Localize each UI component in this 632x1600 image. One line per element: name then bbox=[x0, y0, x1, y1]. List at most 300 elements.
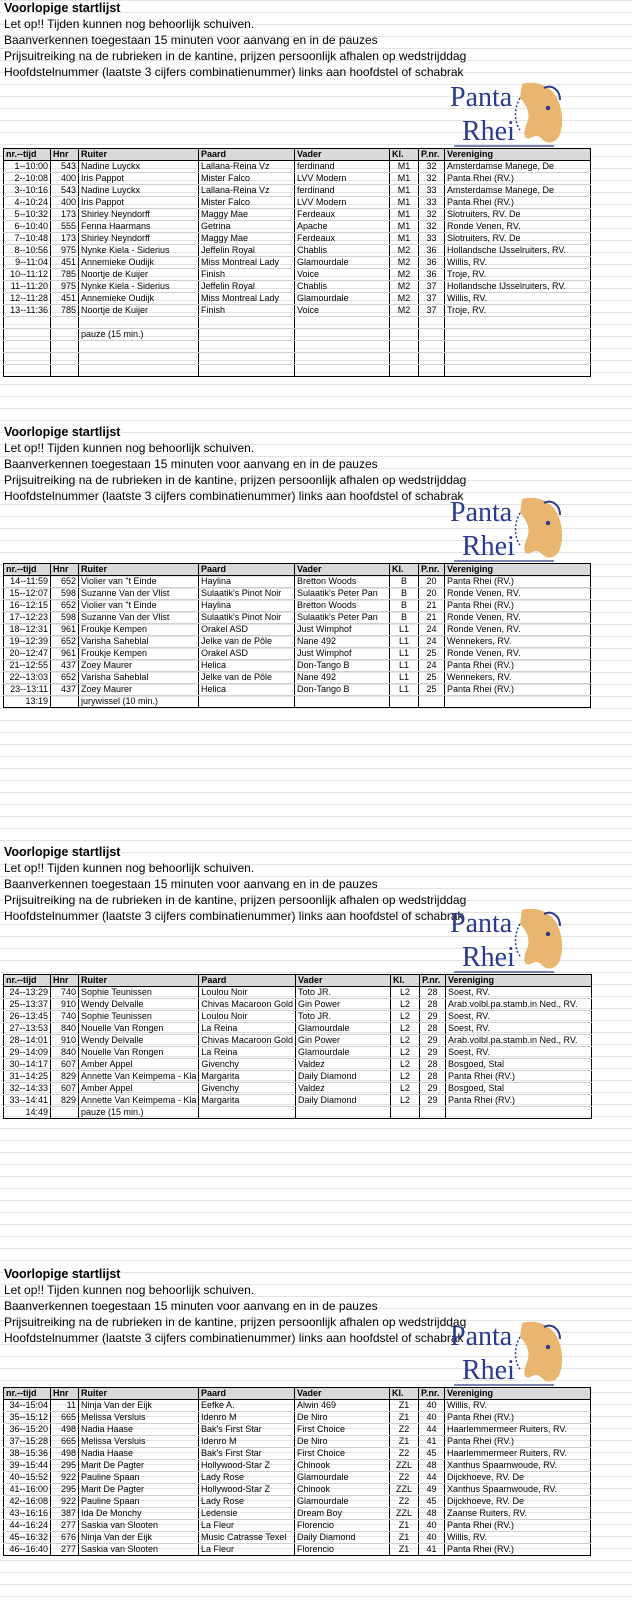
cell-klasse: Z1 bbox=[390, 1412, 419, 1424]
col-vader: Vader bbox=[295, 1388, 390, 1400]
col-ruiter: Ruiter bbox=[79, 564, 199, 576]
table-row bbox=[4, 1496, 591, 1508]
col-nr-tijd: nr.--tijd bbox=[4, 149, 51, 161]
cell-paard: Givenchy bbox=[199, 1059, 296, 1071]
empty-cell bbox=[390, 365, 419, 377]
cell-nr-tijd: 44--16:24 bbox=[4, 1520, 51, 1532]
cell-klasse: Z1 bbox=[390, 1520, 419, 1532]
cell-proef-nr: 21 bbox=[419, 612, 445, 624]
cell-hnr: 665 bbox=[51, 1436, 79, 1448]
cell-paard: Miss Montreal Lady bbox=[199, 257, 295, 269]
table-row bbox=[4, 185, 591, 197]
empty-row bbox=[4, 317, 591, 329]
cell-paard: La Fleur bbox=[199, 1520, 295, 1532]
svg-text:Panta: Panta bbox=[450, 1321, 513, 1352]
cell-hnr: 607 bbox=[51, 1083, 79, 1095]
cell-paard: Lady Rose bbox=[199, 1472, 295, 1484]
table-row bbox=[4, 269, 591, 281]
empty-cell bbox=[295, 341, 390, 353]
empty-cell bbox=[199, 329, 295, 341]
cell-vader: Bretton Woods bbox=[295, 600, 390, 612]
cell-hnr: 676 bbox=[51, 1532, 79, 1544]
cell-ruiter: Shirley Neyndorff bbox=[79, 209, 199, 221]
col-ruiter: Ruiter bbox=[79, 149, 199, 161]
col-klasse: Kl. bbox=[390, 564, 419, 576]
svg-text:Panta: Panta bbox=[450, 908, 513, 939]
cell-klasse: L2 bbox=[390, 1035, 419, 1047]
col-hnr: Hnr bbox=[51, 564, 79, 576]
notice-line: Hoofdstelnummer (laatste 3 cijfers combinatienummer) links aan hoofdstel of schabrak bbox=[4, 909, 464, 923]
cell-nr-tijd: 32--14:33 bbox=[4, 1083, 51, 1095]
cell-hnr: 910 bbox=[51, 999, 79, 1011]
table-row bbox=[4, 173, 591, 185]
col-paard: Paard bbox=[199, 975, 296, 987]
cell-proef-nr: 33 bbox=[419, 233, 445, 245]
svg-text:Panta: Panta bbox=[450, 82, 513, 113]
cell-klasse: Z2 bbox=[390, 1424, 419, 1436]
cell-nr-tijd: 2--10:08 bbox=[4, 173, 51, 185]
cell-paard: Eefke A. bbox=[199, 1400, 295, 1412]
cell-paard: Helica bbox=[199, 660, 295, 672]
cell-vader: Daily Diamond bbox=[295, 1095, 390, 1107]
panta-rhei-logo bbox=[448, 78, 573, 152]
cell-proef-nr: 32 bbox=[419, 221, 445, 233]
table-row bbox=[4, 293, 591, 305]
empty-cell bbox=[79, 353, 199, 365]
cell-paard: Bak's First Star bbox=[199, 1448, 295, 1460]
cell-proef-nr: 36 bbox=[419, 245, 445, 257]
cell-vereniging: Ronde Venen, RV. bbox=[445, 221, 591, 233]
cell-nr-tijd: 35--15:12 bbox=[4, 1412, 51, 1424]
cell-vereniging: Panta Rhei (RV.) bbox=[445, 600, 591, 612]
cell-vereniging: Willis, RV. bbox=[445, 1532, 591, 1544]
table-row bbox=[4, 987, 592, 999]
cell-klasse: L1 bbox=[390, 684, 419, 696]
cell-proef-nr: 29 bbox=[419, 1095, 445, 1107]
cell-nr-tijd: 27--13:53 bbox=[4, 1023, 51, 1035]
notice-line: Baanverkennen toegestaan 15 minuten voor aanvang en in de pauzes bbox=[4, 1299, 378, 1313]
cell-ruiter: Annette Van Keimpema - Kla bbox=[79, 1095, 199, 1107]
cell-ruiter: Annemieke Oudijk bbox=[79, 293, 199, 305]
cell-klasse: B bbox=[390, 612, 419, 624]
cell-paard: Haylina bbox=[199, 576, 295, 588]
cell-hnr: 173 bbox=[51, 209, 79, 221]
cell-klasse: L2 bbox=[390, 1071, 419, 1083]
table-row bbox=[4, 1544, 591, 1556]
cell-ruiter: Iris Pappot bbox=[79, 173, 199, 185]
cell-paard: La Reina bbox=[199, 1047, 296, 1059]
cell-ruiter: Noortje de Kuijer bbox=[79, 305, 199, 317]
cell-vader: Valdez bbox=[295, 1083, 390, 1095]
cell-vereniging: Xanthus Spaarnwoude, RV. bbox=[445, 1484, 591, 1496]
cell-proef-nr: 24 bbox=[419, 660, 445, 672]
cell-hnr: 785 bbox=[51, 305, 79, 317]
table-row bbox=[4, 257, 591, 269]
cell-nr-tijd: 20--12:47 bbox=[4, 648, 51, 660]
cell-proef-nr: 37 bbox=[419, 305, 445, 317]
cell-hnr: 740 bbox=[51, 1011, 79, 1023]
svg-text:Rhei: Rhei bbox=[462, 942, 515, 973]
cell-vereniging: Panta Rhei (RV.) bbox=[445, 576, 591, 588]
cell-vader: Florencio bbox=[295, 1544, 390, 1556]
cell-ruiter: Nynke Kiela - Siderius bbox=[79, 281, 199, 293]
cell-vereniging: Panta Rhei (RV.) bbox=[445, 1412, 591, 1424]
cell-nr-tijd: 14--11:59 bbox=[4, 576, 51, 588]
cell-ruiter: Wendy Delvalle bbox=[79, 1035, 199, 1047]
cell-vader: De Niro bbox=[295, 1412, 390, 1424]
cell-ruiter: Sophie Teunissen bbox=[79, 987, 199, 999]
cell-vereniging: Dijckhoeve, RV. De bbox=[445, 1472, 591, 1484]
cell-vader: Alwin 469 bbox=[295, 1400, 390, 1412]
cell-paard: Jelke van de Pôle bbox=[199, 672, 295, 684]
table-row bbox=[4, 588, 591, 600]
table-row bbox=[4, 648, 591, 660]
cell-paard: Margarita bbox=[199, 1095, 296, 1107]
cell-paard: Bak's First Star bbox=[199, 1424, 295, 1436]
cell-vereniging: Amsterdamse Manege, De bbox=[445, 185, 591, 197]
cell-ruiter: Nynke Kiela - Siderius bbox=[79, 245, 199, 257]
cell-vader: First Choice bbox=[295, 1424, 390, 1436]
cell-klasse: Z2 bbox=[390, 1448, 419, 1460]
empty-row bbox=[4, 353, 591, 365]
empty-cell bbox=[445, 341, 591, 353]
cell-proef-nr: 40 bbox=[419, 1400, 445, 1412]
empty-cell bbox=[419, 329, 445, 341]
cell-ruiter: Pauline Spaan bbox=[79, 1472, 199, 1484]
cell-vader: Glamourdale bbox=[295, 293, 390, 305]
cell-hnr: 400 bbox=[51, 173, 79, 185]
cell-klasse: L1 bbox=[390, 636, 419, 648]
cell-vader: Daily Diamond bbox=[295, 1532, 390, 1544]
cell-nr-tijd: 45--16:32 bbox=[4, 1532, 51, 1544]
cell-vereniging: Hollandsche IJsselruiters, RV. bbox=[445, 281, 591, 293]
cell-vader: Glamourdale bbox=[295, 1496, 390, 1508]
cell-vereniging: Bosgoed, Stal bbox=[445, 1059, 591, 1071]
cell-klasse: L1 bbox=[390, 660, 419, 672]
cell-nr-tijd: 13--11:36 bbox=[4, 305, 51, 317]
cell-ruiter: Nouelle Van Rongen bbox=[79, 1023, 199, 1035]
list-title: Voorlopige startlijst bbox=[4, 1, 121, 15]
col-nr-tijd: nr.--tijd bbox=[4, 564, 51, 576]
cell-ruiter: Nadine Luyckx bbox=[79, 185, 199, 197]
cell-nr-tijd: 15--12:07 bbox=[4, 588, 51, 600]
empty-cell bbox=[390, 329, 419, 341]
cell-ruiter: Violier van "t Einde bbox=[79, 576, 199, 588]
cell-nr-tijd: 34--15:04 bbox=[4, 1400, 51, 1412]
cell-proef-nr: 29 bbox=[419, 1047, 445, 1059]
cell-hnr: 437 bbox=[51, 684, 79, 696]
cell-nr-tijd: 3--10:16 bbox=[4, 185, 51, 197]
empty-cell bbox=[390, 1107, 419, 1119]
table-row bbox=[4, 1059, 592, 1071]
cell-paard: Loulou Noir bbox=[199, 1011, 296, 1023]
cell-nr-tijd: 4--10:24 bbox=[4, 197, 51, 209]
table-row bbox=[4, 1448, 591, 1460]
empty-cell bbox=[295, 317, 390, 329]
cell-vereniging: Soest, RV. bbox=[445, 987, 591, 999]
cell-ruiter: Ninja Van der Eijk bbox=[79, 1400, 199, 1412]
table-row bbox=[4, 1424, 591, 1436]
cell-paard: Haylina bbox=[199, 600, 295, 612]
table-row bbox=[4, 672, 591, 684]
empty-cell bbox=[199, 696, 295, 708]
cell-vereniging: Panta Rhei (RV.) bbox=[445, 1071, 591, 1083]
cell-hnr: 295 bbox=[51, 1460, 79, 1472]
cell-ruiter: Saskia van Slooten bbox=[79, 1520, 199, 1532]
col-klasse: Kl. bbox=[390, 149, 419, 161]
pause-label: jurywissel (10 min.) bbox=[79, 696, 199, 708]
cell-klasse: M1 bbox=[390, 209, 419, 221]
cell-vader: Apache bbox=[295, 221, 390, 233]
cell-klasse: L2 bbox=[390, 999, 419, 1011]
cell-vereniging: Xanthus Spaarnwoude, RV. bbox=[445, 1460, 591, 1472]
col-paard: Paard bbox=[199, 149, 295, 161]
col-hnr: Hnr bbox=[51, 975, 79, 987]
startlist-section-3 bbox=[0, 844, 632, 1117]
cell-klasse: L2 bbox=[390, 1059, 419, 1071]
horse-logo-icon bbox=[448, 493, 573, 567]
cell-klasse: M1 bbox=[390, 197, 419, 209]
cell-nr-tijd: 37--15:28 bbox=[4, 1436, 51, 1448]
empty-cell bbox=[419, 353, 445, 365]
notice-line: Let op!! Tijden kunnen nog behoorlijk schuiven. bbox=[4, 861, 255, 875]
empty-cell bbox=[51, 365, 79, 377]
cell-vader: Dream Boy bbox=[295, 1508, 390, 1520]
cell-proef-nr: 25 bbox=[419, 648, 445, 660]
cell-proef-nr: 20 bbox=[419, 588, 445, 600]
list-title: Voorlopige startlijst bbox=[4, 425, 121, 439]
cell-proef-nr: 44 bbox=[419, 1424, 445, 1436]
col-proef-nr: P.nr. bbox=[419, 149, 445, 161]
table-row bbox=[4, 600, 591, 612]
cell-hnr: 543 bbox=[51, 161, 79, 173]
empty-cell bbox=[445, 1107, 591, 1119]
cell-vereniging: Willis, RV. bbox=[445, 257, 591, 269]
cell-klasse: M2 bbox=[390, 281, 419, 293]
cell-vader: Gin Power bbox=[295, 1035, 390, 1047]
cell-vader: Chablis bbox=[295, 281, 390, 293]
cell-nr-tijd: 41--16:00 bbox=[4, 1484, 51, 1496]
cell-paard: Orakel ASD bbox=[199, 648, 295, 660]
pause-row bbox=[4, 696, 591, 708]
col-vereniging: Vereniging bbox=[445, 149, 591, 161]
col-vader: Vader bbox=[295, 564, 390, 576]
cell-vader: ferdinand bbox=[295, 161, 390, 173]
cell-ruiter: Froukje Kempen bbox=[79, 648, 199, 660]
empty-cell bbox=[295, 353, 390, 365]
table-row bbox=[4, 1436, 591, 1448]
cell-vereniging: Hollandsche IJsselruiters, RV. bbox=[445, 245, 591, 257]
cell-vereniging: Panta Rhei (RV.) bbox=[445, 1095, 591, 1107]
cell-hnr: 387 bbox=[51, 1508, 79, 1520]
empty-row bbox=[4, 365, 591, 377]
cell-klasse: ZZL bbox=[390, 1484, 419, 1496]
table-row bbox=[4, 636, 591, 648]
cell-nr-tijd: 17--12:23 bbox=[4, 612, 51, 624]
cell-hnr: 975 bbox=[51, 245, 79, 257]
cell-proef-nr: 28 bbox=[419, 1059, 445, 1071]
table-row bbox=[4, 1520, 591, 1532]
cell-vereniging: Dijckhoeve, RV. De bbox=[445, 1496, 591, 1508]
cell-vader: LVV Modern bbox=[295, 197, 390, 209]
cell-vader: De Niro bbox=[295, 1436, 390, 1448]
cell-hnr: 652 bbox=[51, 600, 79, 612]
cell-vereniging: Wennekers, RV. bbox=[445, 672, 591, 684]
cell-paard: Mister Falco bbox=[199, 197, 295, 209]
pause-row bbox=[4, 1107, 592, 1119]
cell-nr-tijd: 16--12:15 bbox=[4, 600, 51, 612]
empty-cell bbox=[51, 341, 79, 353]
cell-hnr: 498 bbox=[51, 1424, 79, 1436]
list-title: Voorlopige startlijst bbox=[4, 845, 121, 859]
cell-ruiter: Saskia van Slooten bbox=[79, 1544, 199, 1556]
cell-proef-nr: 45 bbox=[419, 1496, 445, 1508]
empty-cell bbox=[390, 341, 419, 353]
empty-cell bbox=[390, 353, 419, 365]
cell-proef-nr: 24 bbox=[419, 636, 445, 648]
cell-vereniging: Amsterdamse Manege, De bbox=[445, 161, 591, 173]
empty-cell bbox=[199, 317, 295, 329]
column-header-row bbox=[4, 1388, 591, 1400]
cell-klasse: L2 bbox=[390, 1023, 419, 1035]
cell-ruiter: Violier van "t Einde bbox=[79, 600, 199, 612]
empty-cell bbox=[79, 317, 199, 329]
pause-label: pauze (15 min.) bbox=[79, 329, 199, 341]
cell-hnr: 922 bbox=[51, 1472, 79, 1484]
cell-vader: Toto JR. bbox=[295, 1011, 390, 1023]
cell-hnr: 922 bbox=[51, 1496, 79, 1508]
cell-proef-nr: 36 bbox=[419, 269, 445, 281]
cell-nr-tijd: 1--10:00 bbox=[4, 161, 51, 173]
horse-logo-icon bbox=[448, 904, 573, 978]
cell-proef-nr: 40 bbox=[419, 1412, 445, 1424]
table-row bbox=[4, 245, 591, 257]
cell-nr-tijd: 22--13:03 bbox=[4, 672, 51, 684]
cell-klasse: B bbox=[390, 588, 419, 600]
cell-paard: Jelke van de Pôle bbox=[199, 636, 295, 648]
empty-cell bbox=[419, 365, 445, 377]
cell-paard: Helica bbox=[199, 684, 295, 696]
empty-cell bbox=[79, 365, 199, 377]
cell-vereniging: Wennekers, RV. bbox=[445, 636, 591, 648]
column-header-row bbox=[4, 564, 591, 576]
cell-hnr: 829 bbox=[51, 1095, 79, 1107]
empty-cell bbox=[295, 365, 390, 377]
cell-paard: Sulaatik's Pinot Noir bbox=[199, 612, 295, 624]
cell-proef-nr: 37 bbox=[419, 293, 445, 305]
cell-nr-tijd: 30--14:17 bbox=[4, 1059, 51, 1071]
col-nr-tijd: nr.--tijd bbox=[4, 1388, 51, 1400]
cell-paard: Idenro M bbox=[199, 1412, 295, 1424]
cell-klasse: L2 bbox=[390, 1011, 419, 1023]
cell-klasse: B bbox=[390, 600, 419, 612]
cell-vader: Chablis bbox=[295, 245, 390, 257]
cell-paard: Jeffelin Royal bbox=[199, 281, 295, 293]
cell-klasse: ZZL bbox=[390, 1460, 419, 1472]
empty-cell bbox=[51, 696, 79, 708]
cell-klasse: L2 bbox=[390, 987, 419, 999]
col-klasse: Kl. bbox=[390, 1388, 419, 1400]
cell-nr-tijd: 33--14:41 bbox=[4, 1095, 51, 1107]
cell-ruiter: Shirley Neyndorff bbox=[79, 233, 199, 245]
cell-klasse: L1 bbox=[390, 648, 419, 660]
table-row bbox=[4, 1011, 592, 1023]
cell-paard: Jeffelin Royal bbox=[199, 245, 295, 257]
cell-ruiter: Fenna Haarmans bbox=[79, 221, 199, 233]
startlist-table bbox=[3, 148, 591, 377]
section-header bbox=[4, 0, 632, 80]
cell-vader: Glamourdale bbox=[295, 1023, 390, 1035]
panta-rhei-logo bbox=[448, 1317, 573, 1391]
cell-hnr: 451 bbox=[51, 257, 79, 269]
table-row bbox=[4, 1071, 592, 1083]
cell-proef-nr: 29 bbox=[419, 1035, 445, 1047]
cell-vereniging: Haarlemmermeer Ruiters, RV. bbox=[445, 1424, 591, 1436]
empty-cell bbox=[199, 1107, 296, 1119]
table-row bbox=[4, 1472, 591, 1484]
table-row bbox=[4, 660, 591, 672]
table-row bbox=[4, 1412, 591, 1424]
col-hnr: Hnr bbox=[51, 149, 79, 161]
startlist-table bbox=[3, 974, 592, 1119]
cell-vereniging: Panta Rhei (RV.) bbox=[445, 684, 591, 696]
cell-vereniging: Arab.volbl.pa.stamb.in Ned., RV. bbox=[445, 999, 591, 1011]
cell-hnr: 961 bbox=[51, 624, 79, 636]
empty-cell bbox=[4, 353, 51, 365]
table-row bbox=[4, 999, 592, 1011]
pause-row bbox=[4, 329, 591, 341]
cell-ruiter: Marit De Pagter bbox=[79, 1484, 199, 1496]
svg-text:Panta: Panta bbox=[450, 497, 513, 528]
notice-line: Prijsuitreiking na de rubrieken in de kantine, prijzen persoonlijk afhalen op wedstrijddag bbox=[4, 1315, 467, 1329]
cell-paard: Sulaatik's Pinot Noir bbox=[199, 588, 295, 600]
cell-ruiter: Nouelle Van Rongen bbox=[79, 1047, 199, 1059]
cell-nr-tijd: 8--10:56 bbox=[4, 245, 51, 257]
cell-vereniging: Willis, RV. bbox=[445, 293, 591, 305]
cell-nr-tijd: 43--16:16 bbox=[4, 1508, 51, 1520]
cell-paard: Hollywood-Star Z bbox=[199, 1484, 295, 1496]
empty-cell bbox=[51, 329, 79, 341]
cell-nr-tijd: 25--13:37 bbox=[4, 999, 51, 1011]
cell-nr-tijd: 29--14:09 bbox=[4, 1047, 51, 1059]
cell-vader: Don-Tango B bbox=[295, 660, 390, 672]
cell-paard: La Reina bbox=[199, 1023, 296, 1035]
table-row bbox=[4, 1400, 591, 1412]
horse-logo-icon bbox=[448, 1317, 573, 1391]
cell-ruiter: Nadia Haase bbox=[79, 1424, 199, 1436]
cell-paard: Music Catrasse Texel bbox=[199, 1532, 295, 1544]
cell-ruiter: Annette Van Keimpema - Kla bbox=[79, 1071, 199, 1083]
table-row bbox=[4, 1532, 591, 1544]
list-title: Voorlopige startlijst bbox=[4, 1267, 121, 1281]
empty-cell bbox=[79, 341, 199, 353]
cell-paard: Finish bbox=[199, 305, 295, 317]
cell-ruiter: Zoey Maurer bbox=[79, 684, 199, 696]
cell-proef-nr: 33 bbox=[419, 185, 445, 197]
cell-paard: Loulou Noir bbox=[199, 987, 296, 999]
cell-vereniging: Panta Rhei (RV.) bbox=[445, 197, 591, 209]
empty-cell bbox=[419, 1107, 445, 1119]
cell-hnr: 173 bbox=[51, 233, 79, 245]
cell-vader: Nane 492 bbox=[295, 672, 390, 684]
cell-vader: Ferdeaux bbox=[295, 209, 390, 221]
notice-line: Hoofdstelnummer (laatste 3 cijfers combinatienummer) links aan hoofdstel of schabrak bbox=[4, 489, 464, 503]
empty-cell bbox=[295, 696, 390, 708]
cell-paard: Mister Falco bbox=[199, 173, 295, 185]
cell-paard: Idenro M bbox=[199, 1436, 295, 1448]
cell-hnr: 277 bbox=[51, 1520, 79, 1532]
cell-hnr: 607 bbox=[51, 1059, 79, 1071]
